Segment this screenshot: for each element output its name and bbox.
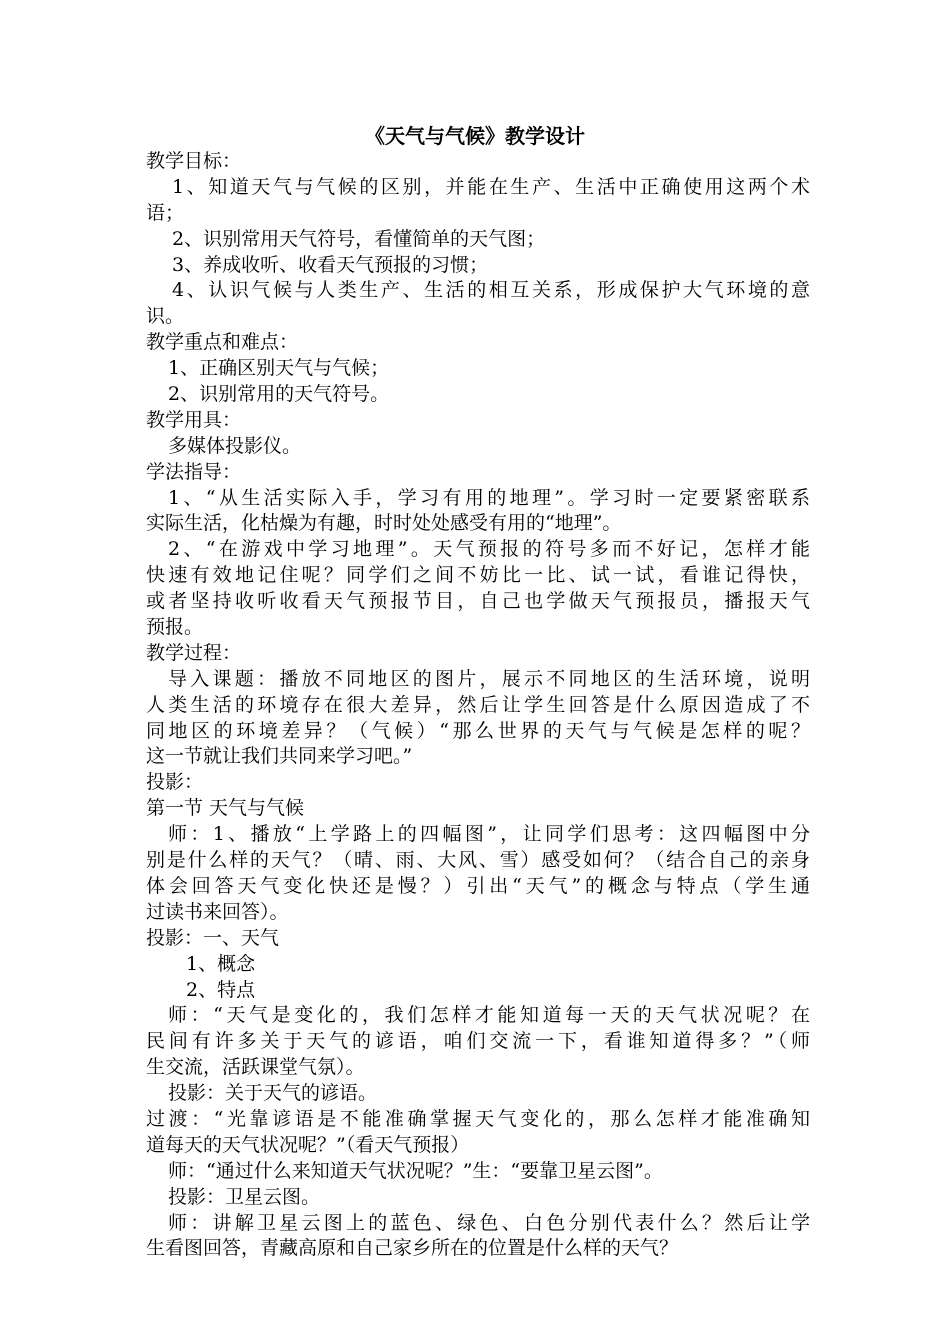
document-line: 师：讲解卫星云图上的蓝色、绿色、白色分别代表什么？然后让学 bbox=[168, 1211, 810, 1234]
document-line: 1、“从生活实际入手，学习有用的地理”。学习时一定要紧密联系 bbox=[168, 486, 810, 509]
document-line: 1、知道天气与气候的区别，并能在生产、生活中正确使用这两个术 bbox=[172, 175, 810, 198]
document-line: 2、特点 bbox=[186, 978, 256, 1001]
document-body bbox=[146, 149, 810, 1262]
document-line: 道每天的天气状况呢？”（看天气预报） bbox=[146, 1133, 470, 1156]
document-line: 过渡：“光靠谚语是不能准确掌握天气变化的，那么怎样才能准确知 bbox=[146, 1107, 810, 1130]
document-line: 体会回答天气变化快还是慢？）引出“天气”的概念与特点（学生通 bbox=[146, 874, 810, 897]
document-line: 语； bbox=[146, 201, 185, 224]
document-line: 导入课题：播放不同地区的图片，展示不同地区的生活环境，说明 bbox=[168, 667, 810, 690]
document-line: 2、“在游戏中学习地理”。天气预报的符号多而不好记，怎样才能 bbox=[168, 538, 810, 561]
document-line: 识。 bbox=[146, 305, 185, 328]
document-line: 师：“通过什么来知道天气状况呢？”生：“要靠卫星云图”。 bbox=[168, 1159, 663, 1182]
document-line: 1、概念 bbox=[186, 952, 256, 975]
document-line: 教学重点和难点： bbox=[146, 331, 299, 354]
document-line: 别是什么样的天气？（晴、雨、大风、雪）感受如何？（结合自己的亲身 bbox=[146, 849, 810, 872]
document-line: 2、识别常用的天气符号。 bbox=[168, 383, 390, 406]
document-line: 投影： bbox=[146, 771, 204, 794]
document-line: 人类生活的环境存在很大差异，然后让学生回答是什么原因造成了不 bbox=[146, 693, 810, 716]
document-line: 或者坚持收听收看天气预报节目，自己也学做天气预报员，播报天气 bbox=[146, 590, 810, 613]
document-line: 2、识别常用天气符号，看懂简单的天气图； bbox=[172, 227, 546, 250]
document-line: 师：“天气是变化的，我们怎样才能知道每一天的天气状况呢？在 bbox=[168, 1004, 810, 1027]
document-title: 《天气与气候》教学设计 bbox=[365, 124, 585, 148]
document-line: 快速有效地记住呢？同学们之间不妨比一比、试一试，看谁记得快， bbox=[146, 564, 810, 587]
document-line: 生交流，活跃课堂气氛）。 bbox=[146, 1056, 365, 1079]
document-line: 学法指导： bbox=[146, 460, 242, 483]
document-line: 1、正确区别天气与气候； bbox=[168, 357, 390, 380]
document-line: 预报。 bbox=[146, 616, 204, 639]
document-line: 师：1、播放“上学路上的四幅图”，让同学们思考：这四幅图中分 bbox=[168, 823, 810, 846]
document-line: 投影：卫星云图。 bbox=[168, 1185, 321, 1208]
document-line: 教学过程： bbox=[146, 641, 242, 664]
document-line: 投影：关于天气的谚语。 bbox=[168, 1082, 378, 1105]
document-line: 投影：一、天气 bbox=[146, 926, 280, 949]
document-line: 第一节 天气与气候 bbox=[146, 797, 305, 820]
document-line: 民间有许多关于天气的谚语，咱们交流一下，看谁知道得多？”（师 bbox=[146, 1030, 810, 1053]
document-line: 教学目标： bbox=[146, 150, 242, 172]
document-line: 生看图回答，青藏高原和自己家乡所在的位置是什么样的天气？ bbox=[146, 1237, 679, 1260]
document-line: 实际生活，化枯燥为有趣，时时处处感受有用的“地理”。 bbox=[146, 512, 622, 535]
document-line: 教学用具： bbox=[146, 408, 242, 431]
document-line: 这一节就让我们共同来学习吧。” bbox=[146, 745, 413, 768]
document-line: 过读书来回答）。 bbox=[146, 900, 289, 923]
document-line: 4、认识气候与人类生产、生活的相互关系，形成保护大气环境的意 bbox=[172, 279, 810, 302]
document-line: 多媒体投影仪。 bbox=[168, 434, 302, 457]
document-line: 3、养成收听、收看天气预报的习惯； bbox=[172, 253, 489, 276]
document-line: 同地区的环境差异？（气候）“那么世界的天气与气候是怎样的呢？ bbox=[146, 719, 810, 742]
